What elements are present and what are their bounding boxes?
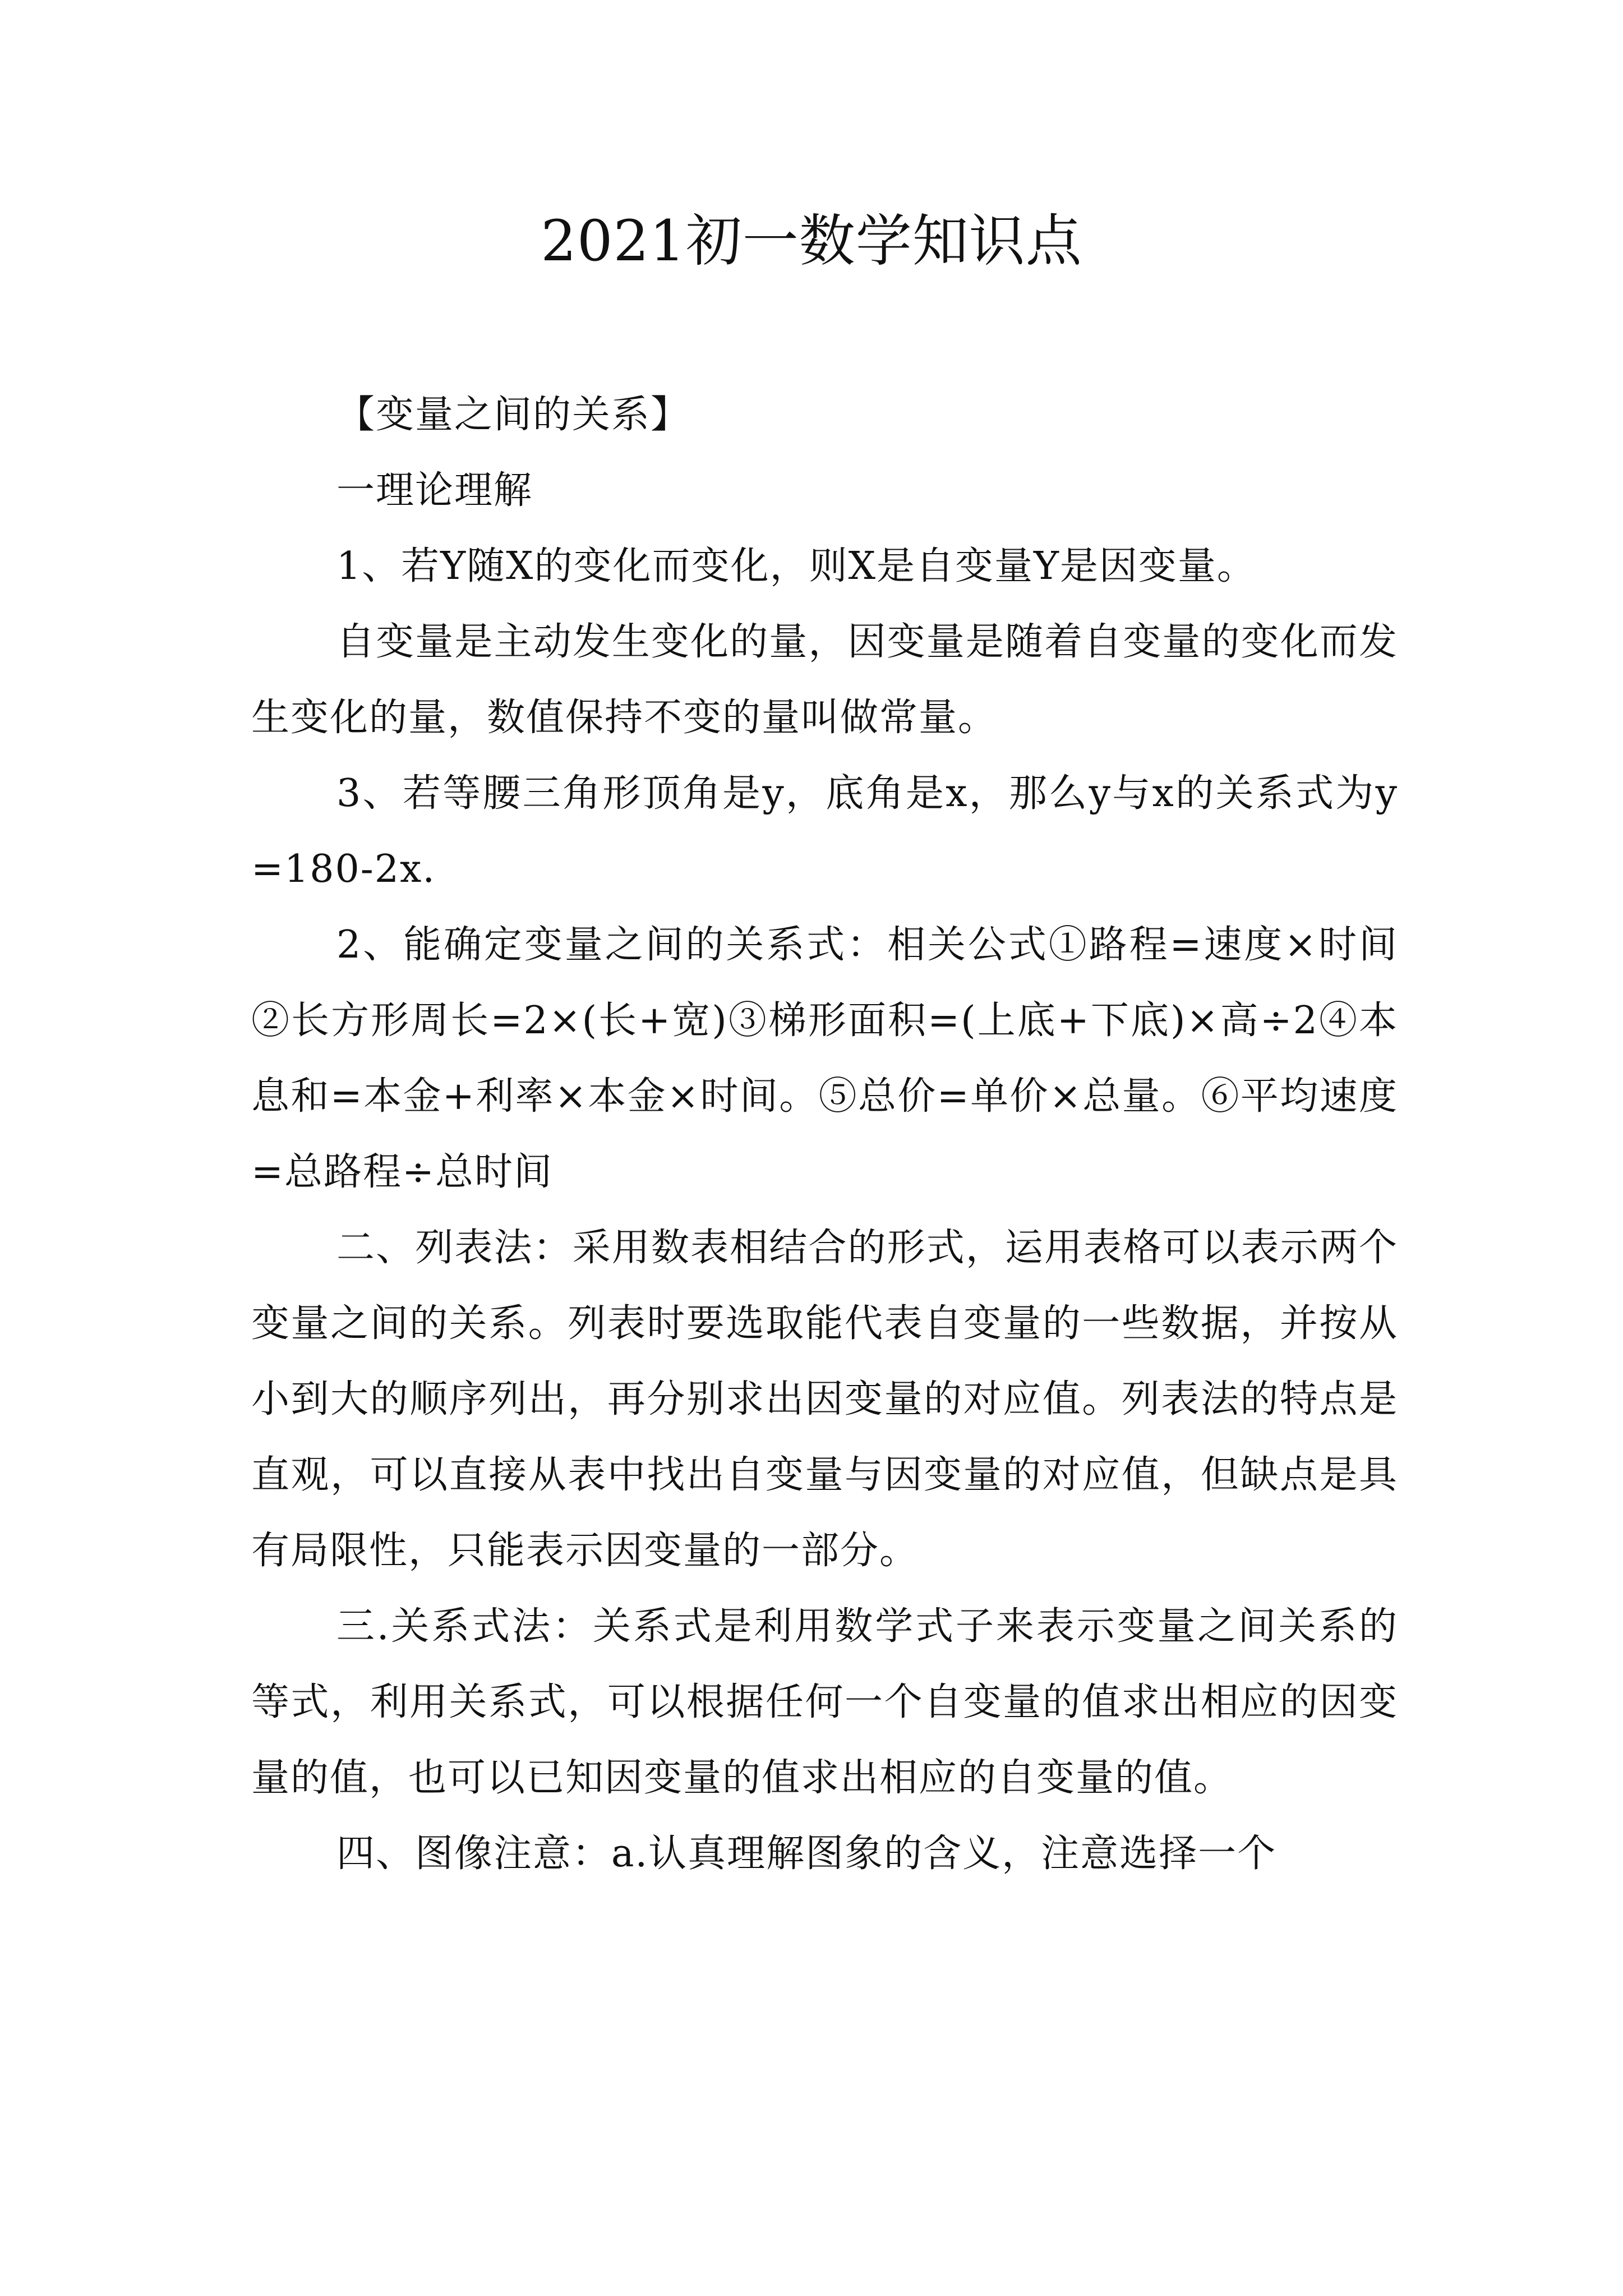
document-title: 2021初一数学知识点 <box>541 208 1082 274</box>
section-heading: 【变量之间的关系】 <box>336 393 690 437</box>
paragraph: 1、若Y随X的变化而变化，则X是自变量Y是因变量。 <box>336 544 1256 588</box>
document-body <box>251 377 1398 1892</box>
paragraph: 四、图像注意：a.认真理解图象的含义，注意选择一个 <box>336 1832 1277 1876</box>
paragraph: 2、能确定变量之间的关系式：相关公式①路程=速度×时间②长方形周长=2×(长+宽)③梯形面积=(上底+下底)×高÷2④本息和=本金+利率×本金×时间。⑤总价=单价×总量。⑥平均速度=总路程÷总时间 <box>251 923 1398 1194</box>
paragraph: 三.关系式法：关系式是利用数学式子来表示变量之间关系的等式，利用关系式，可以根据任何一个自变量的值求出相应的因变量的值，也可以已知因变量的值求出相应的自变量的值。 <box>251 1604 1398 1800</box>
paragraph: 自变量是主动发生变化的量，因变量是随着自变量的变化而发生变化的量，数值保持不变的量叫做常量。 <box>251 620 1398 740</box>
subsection-heading: 一理论理解 <box>336 468 533 513</box>
paragraph: 二、列表法：采用数表相结合的形式，运用表格可以表示两个变量之间的关系。列表时要选取能代表自变量的一些数据，并按从小到大的顺序列出，再分别求出因变量的对应值。列表法的特点是直观，可以直接从表中找出自变量与因变量的对应值，但缺点是具有局限性，只能表示因变量的一部分。 <box>251 1226 1398 1573</box>
paragraph: 3、若等腰三角形顶角是y，底角是x，那么y与x的关系式为y=180-2x. <box>251 771 1398 891</box>
